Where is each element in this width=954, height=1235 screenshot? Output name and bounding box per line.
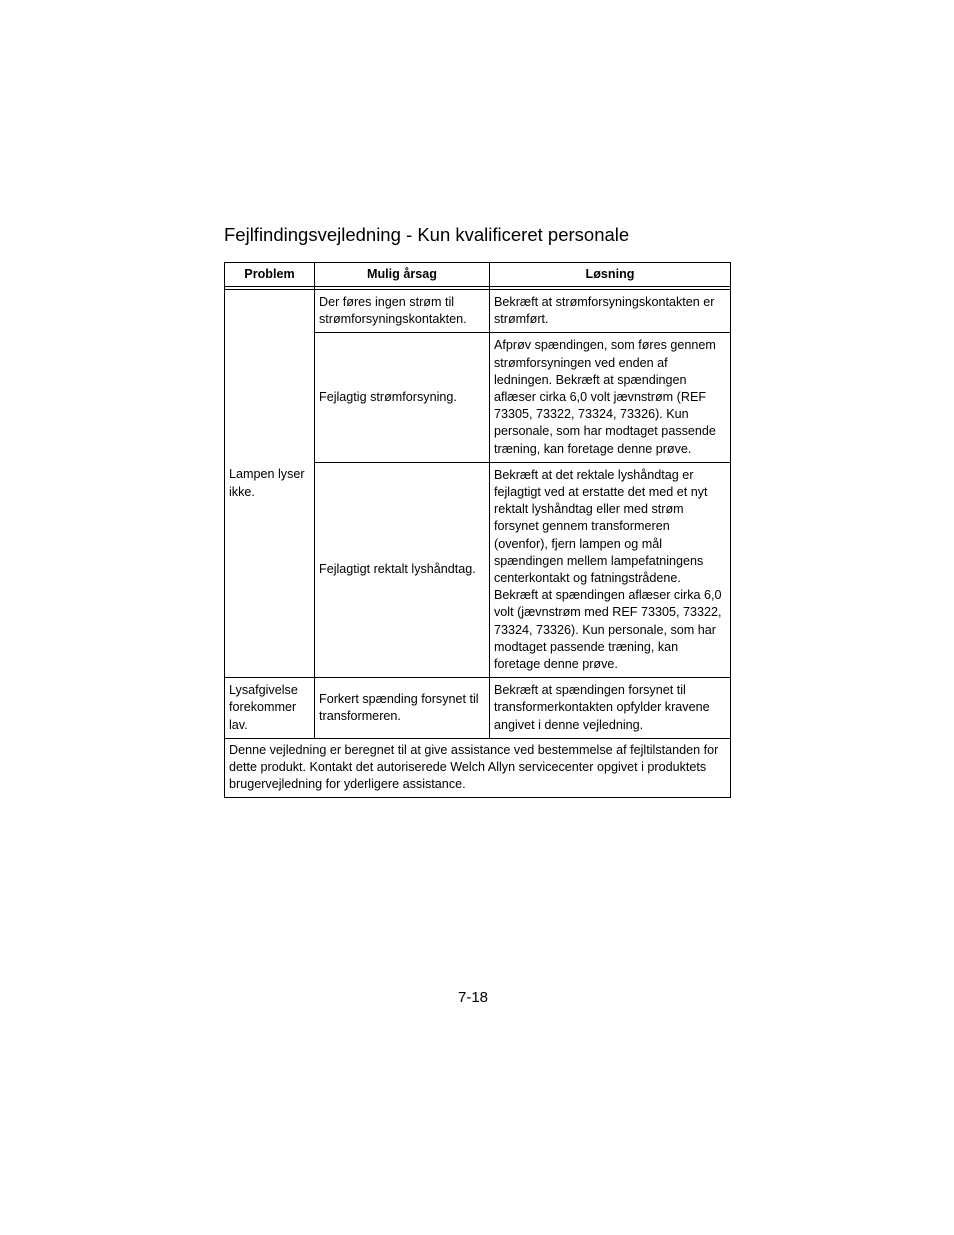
cause-cell: Fejlagtig strømforsyning. [315, 333, 490, 462]
cause-cell: Forkert spænding forsynet til transformeren. [315, 678, 490, 739]
solution-cell: Afprøv spændingen, som føres gennem strømforsyningen ved enden af ledningen. Bekræft at spændingen aflæser cirka 6,0 volt jævnstrøm (REF 73305, 73322, 73324, 73326). Kun personale, som har modtaget passende træning, kan foretage denne prøve. [490, 333, 731, 462]
footer-note: Denne vejledning er beregnet til at give assistance ved bestemmelse af fejltilstanden for dette produkt. Kontakt det autoriserede Welch Allyn servicecenter opgivet i produktets brugervejledning for yderligere assistance. [225, 738, 731, 798]
table-row [225, 678, 731, 739]
table-footer-row [225, 738, 731, 798]
header-cause: Mulig årsag [315, 263, 490, 287]
header-problem: Problem [225, 263, 315, 287]
solution-cell: Bekræft at det rektale lyshåndtag er fejlagtigt ved at erstatte det med et nyt rektalt lyshåndtag eller med strøm forsynet gennem transformeren (ovenfor), fjern lampen og mål spændingen mellem lampefatningens centerkontakt og fatningstrådene. Bekræft at spændingen aflæser cirka 6,0 volt (jævnstrøm med REF 73305, 73322, 73324, 73326). Kun personale, som har modtaget passende træning, kan foretage denne prøve. [490, 462, 731, 677]
problem-cell: Lysafgivelse forekommer lav. [225, 678, 315, 739]
solution-cell: Bekræft at strømforsyningskontakten er strømført. [490, 290, 731, 333]
table-header-row [225, 263, 731, 287]
cause-cell: Der føres ingen strøm til strømforsyningskontakten. [315, 290, 490, 333]
header-solution: Løsning [490, 263, 731, 287]
problem-cell: Lampen lyser ikke. [225, 290, 315, 678]
page-number: 7-18 [457, 989, 489, 1006]
table-row [225, 290, 731, 333]
cause-cell: Fejlagtigt rektalt lyshåndtag. [315, 462, 490, 677]
solution-cell: Bekræft at spændingen forsynet til transformerkontakten opfylder kravene angivet i denne vejledning. [490, 678, 731, 739]
page-title: Fejlfindingsvejledning - Kun kvalificeret personale [224, 224, 630, 245]
troubleshooting-table [224, 262, 731, 798]
